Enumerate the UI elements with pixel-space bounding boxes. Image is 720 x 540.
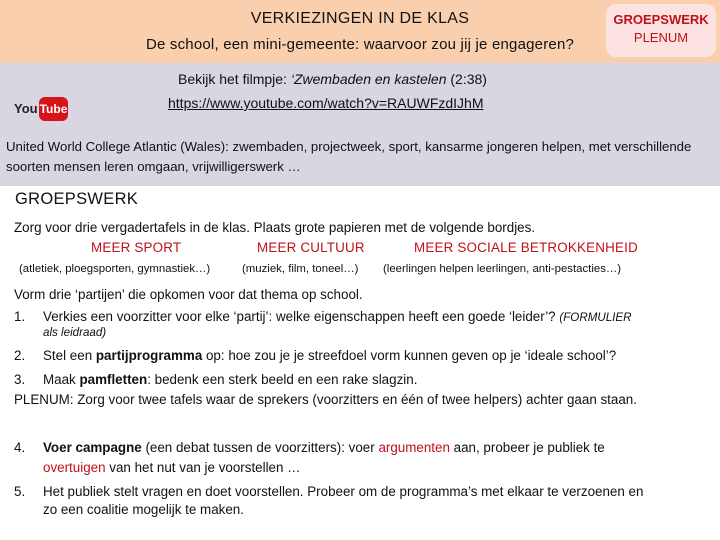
header-banner: [0, 0, 720, 63]
youtube-logo-tube: Tube: [39, 97, 68, 121]
badge-groepswerk: GROEPSWERK: [613, 12, 709, 27]
category-note-cultuur: (muziek, film, toneel…): [242, 263, 359, 275]
item3-post: : bedenk een sterk beeld en een rake slagzin.: [147, 372, 418, 387]
video-intro: Bekijk het filmpje:: [178, 71, 291, 87]
item1-text: Verkies een voorzitter voor elke ‘partij’: welke eigenschappen heeft een goede ‘leider’?: [43, 309, 560, 324]
item4-red-overtuigen: overtuigen: [43, 460, 106, 475]
list-number-5: 5.: [14, 484, 26, 499]
groepswerk-intro: Zorg voor drie vergadertafels in de klas. Plaats grote papieren met de volgende bordjes.: [14, 220, 536, 235]
mode-badge: [606, 4, 716, 57]
youtube-logo-icon: [14, 95, 68, 125]
item4-end: van het nut van je voorstellen …: [105, 460, 301, 475]
plenum-intro: PLENUM: Zorg voor twee tafels waar de sprekers (voorzitters en één of twee helpers) achter gaan staan.: [14, 392, 637, 407]
category-sport: MEER SPORT: [91, 240, 182, 255]
item1-note-a: (FORMULIER: [559, 311, 632, 324]
list-text-3: [43, 370, 417, 389]
item3-pre: Maak: [43, 372, 80, 387]
video-duration: (2:38): [446, 71, 487, 87]
category-note-sociaal: (leerlingen helpen leerlingen, anti-pestacties…): [383, 263, 622, 275]
badge-plenum: PLENUM: [633, 30, 689, 45]
video-link[interactable]: https://www.youtube.com/watch?v=RAUWFzdIJhM: [168, 95, 484, 111]
list-number-2: 2.: [14, 348, 26, 363]
list-text-4-line2: [43, 458, 301, 477]
category-sociaal: MEER SOCIALE BETROKKENHEID: [414, 240, 638, 255]
page-title: VERKIEZINGEN IN DE KLAS: [250, 10, 470, 27]
youtube-logo-you: You: [14, 101, 38, 116]
groepswerk-heading: GROEPSWERK: [15, 190, 139, 208]
list-number-3: 3.: [14, 372, 26, 387]
page-subtitle: De school, een mini-gemeente: waarvoor zou jij je engageren?: [145, 36, 575, 53]
item1-note-b: als leidraad): [43, 326, 107, 339]
category-cultuur: MEER CULTUUR: [257, 240, 365, 255]
list-text-4: [43, 438, 605, 457]
item4-bold: Voer campagne: [43, 440, 142, 455]
item4-red-argumenten: argumenten: [378, 440, 450, 455]
parties-line: Vorm drie ‘partijen’ die opkomen voor dat thema op school.: [14, 287, 363, 302]
item4-after: aan, probeer je publiek te: [449, 440, 605, 455]
list-text-2: [43, 346, 616, 365]
item3-bold: pamfletten: [79, 372, 148, 387]
item5-line1: Het publiek stelt vragen en doet voorstellen. Probeer om de programma’s met elkaar te verzoenen en: [43, 484, 644, 499]
list-number-4: 4.: [14, 440, 26, 455]
item2-pre: Stel een: [43, 348, 96, 363]
video-film-title: ‘Zwembaden en kastelen: [290, 71, 447, 87]
video-intro-line: [178, 71, 487, 87]
item5-line2: zo een coalitie mogelijk te maken.: [43, 502, 244, 517]
list-number-1: 1.: [14, 309, 26, 324]
category-note-sport: (atletiek, ploegsporten, gymnastiek…): [19, 263, 211, 275]
item2-post: op: hoe zou je je streefdoel vorm kunnen geven op je ‘ideale school’?: [202, 348, 617, 363]
item2-bold: partijprogramma: [95, 348, 203, 363]
item4-mid: (een debat tussen de voorzitters): voer: [141, 440, 379, 455]
list-text-1: [43, 307, 632, 327]
video-description: United World College Atlantic (Wales): zwembaden, projectweek, sport, kansarme jongeren helpen, met verschillende soorten mensen leren omgaan, vrijwilligerswerk …: [6, 139, 692, 174]
